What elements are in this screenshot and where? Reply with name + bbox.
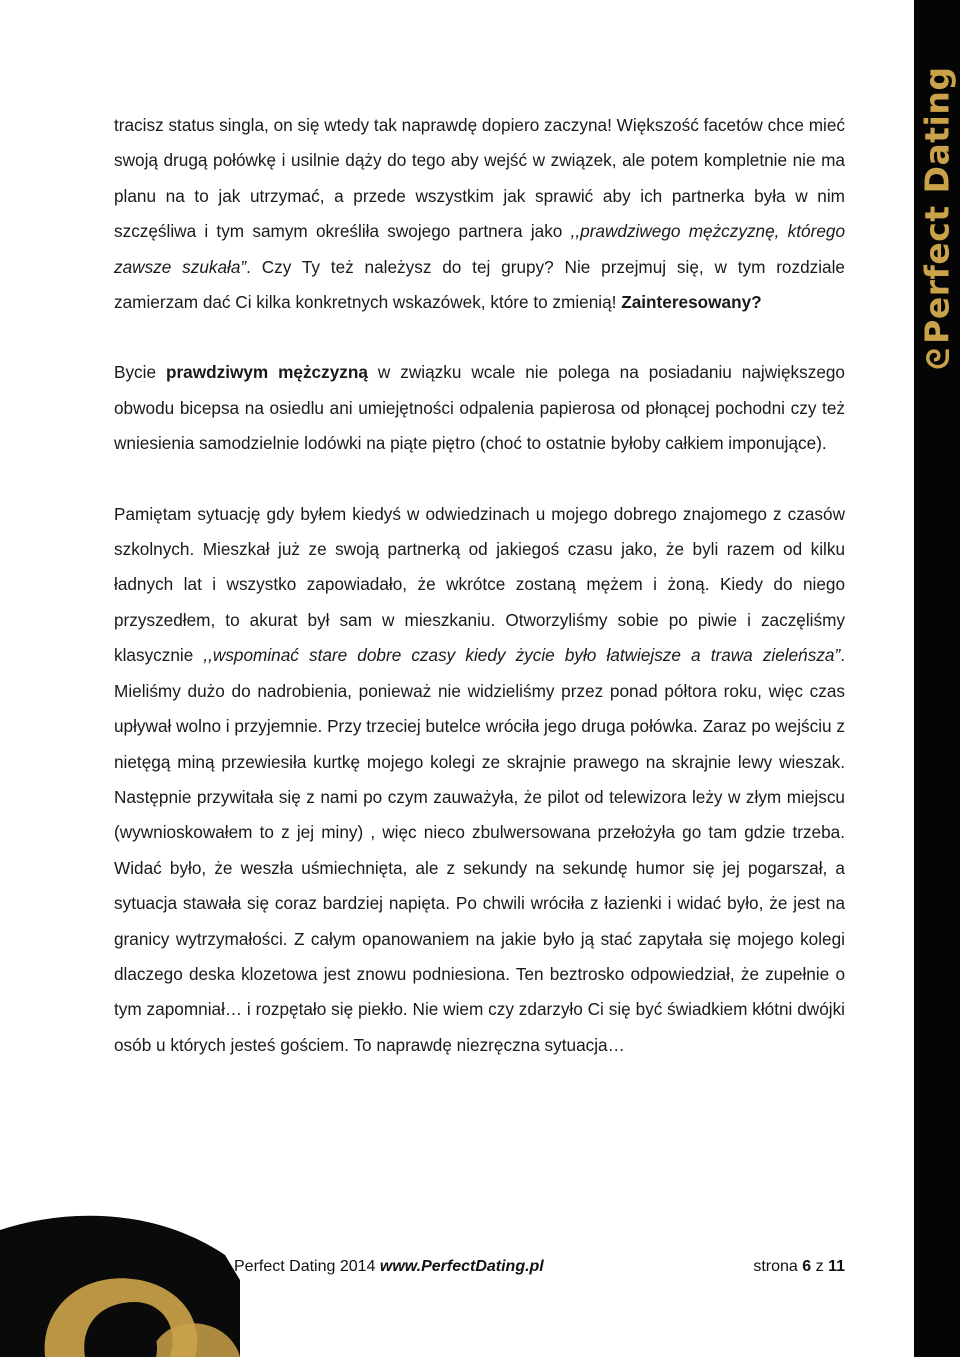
brand-sidebar xyxy=(914,0,960,1357)
footer-left xyxy=(234,1255,544,1279)
text-run: tracisz status singla, on się wtedy tak naprawdę dopiero zaczyna! Większość facetów chce mieć swoją drugą połówkę i usilnie dąży do tego aby wejść w związek, ale potem kompletnie nie ma planu na to jak utrzymać, a przede wszystkim jak sprawić aby ich partnerka była w nim szczęśliwa i tym samym określiła swojego partnera jako xyxy=(114,115,845,242)
italic-quote: ,,wspominać stare dobre czasy kiedy życie było łatwiejsze a trawa zieleńsza” xyxy=(203,645,841,666)
page-prefix: strona xyxy=(753,1258,803,1275)
italic-quote: ,,prawdziwego mężczyznę, którego zawsze szukała” xyxy=(114,221,846,277)
decorative-swirl-icon xyxy=(0,1210,240,1357)
logo-mark-icon: ᘓ xyxy=(921,347,957,370)
text-run: . Mieliśmy dużo do nadrobienia, ponieważ nie widzieliśmy przez ponad półtora roku, więc czas upływał wolno i przyjemnie. Przy trzeciej butelce wróciła jego druga połówka. Zaraz po wejściu z nietęgą miną przewiesiła kurtkę mojego kolegi ze skrajnie prawego na skrajnie lewy wieszak. Następnie przywitała się z nami po czym zauważyła, że pilot od telewizora leży w złym miejscu (wywnioskowałem to z jej miny) , więc nieco zbulwersowana przełożyła go tam gdzie trzeba. Widać było, że weszła uśmiechnięta, ale z sekundy na sekundę humor się jej pogarszał, a sytuacja stawała się coraz bardziej napięta. Po chwili wróciła z łazienki i widać było, że jest na granicy wytrzymałości. Z całym opanowaniem na jakie było ją stać zapytała się mojego kolegi dlaczego deska klozetowa jest znowu podniesiona. Ten beztrosko odpowiedział, że zupełnie o tym zapomniał… i rozpętało się piekło. Nie wiem czy zdarzyło Ci się być świadkiem kłótni dwójki osób u których jesteś gościem. To naprawdę niezręczna sytuacja… xyxy=(114,645,845,1055)
page-number xyxy=(753,1255,845,1279)
bold-text: prawdziwym mężczyzną xyxy=(165,362,368,383)
footer-copyright: Perfect Dating 2014 xyxy=(234,1258,380,1275)
text-run: Bycie xyxy=(114,362,166,383)
text-run: w związku wcale nie polega na posiadaniu największego obwodu bicepsa na osiedlu ani umiejętności odpalenia papierosa od płonącej pochodni czy też wniesienia samodzielnie lodówki na piąte piętro (choć to ostatnie byłoby całkiem imponujące). xyxy=(114,362,845,454)
paragraph xyxy=(114,497,845,1064)
document-body xyxy=(114,108,845,1063)
paragraph xyxy=(114,355,845,461)
paragraph xyxy=(114,108,845,320)
brand-name: Perfect Dating xyxy=(917,66,957,344)
page-total: 11 xyxy=(828,1258,845,1275)
page-current: 6 xyxy=(802,1258,812,1275)
page-separator: z xyxy=(811,1258,829,1275)
text-run: . Czy Ty też należysz do tej grupy? Nie przejmuj się, w tym rozdziale zamierzam dać Ci kilka konkretnych wskazówek, które to zmienią! xyxy=(114,256,845,313)
brand-logo xyxy=(918,67,957,370)
bold-text: Zainteresowany? xyxy=(621,292,762,313)
text-run: Pamiętam sytuację gdy byłem kiedyś w odwiedzinach u mojego dobrego znajomego z czasów szkolnych. Mieszkał już ze swoją partnerką od jakiegoś czasu jako, że byli razem od kilku ładnych lat i wszystko zapowiadało, że wkrótce zostaną mężem i żoną. Kiedy do niego przyszedłem, to akurat był sam w mieszkaniu. Otworzyliśmy sobie po piwie i zaczęliśmy klasycznie xyxy=(114,503,845,666)
footer-url-link[interactable]: www.PerfectDating.pl xyxy=(379,1258,544,1275)
